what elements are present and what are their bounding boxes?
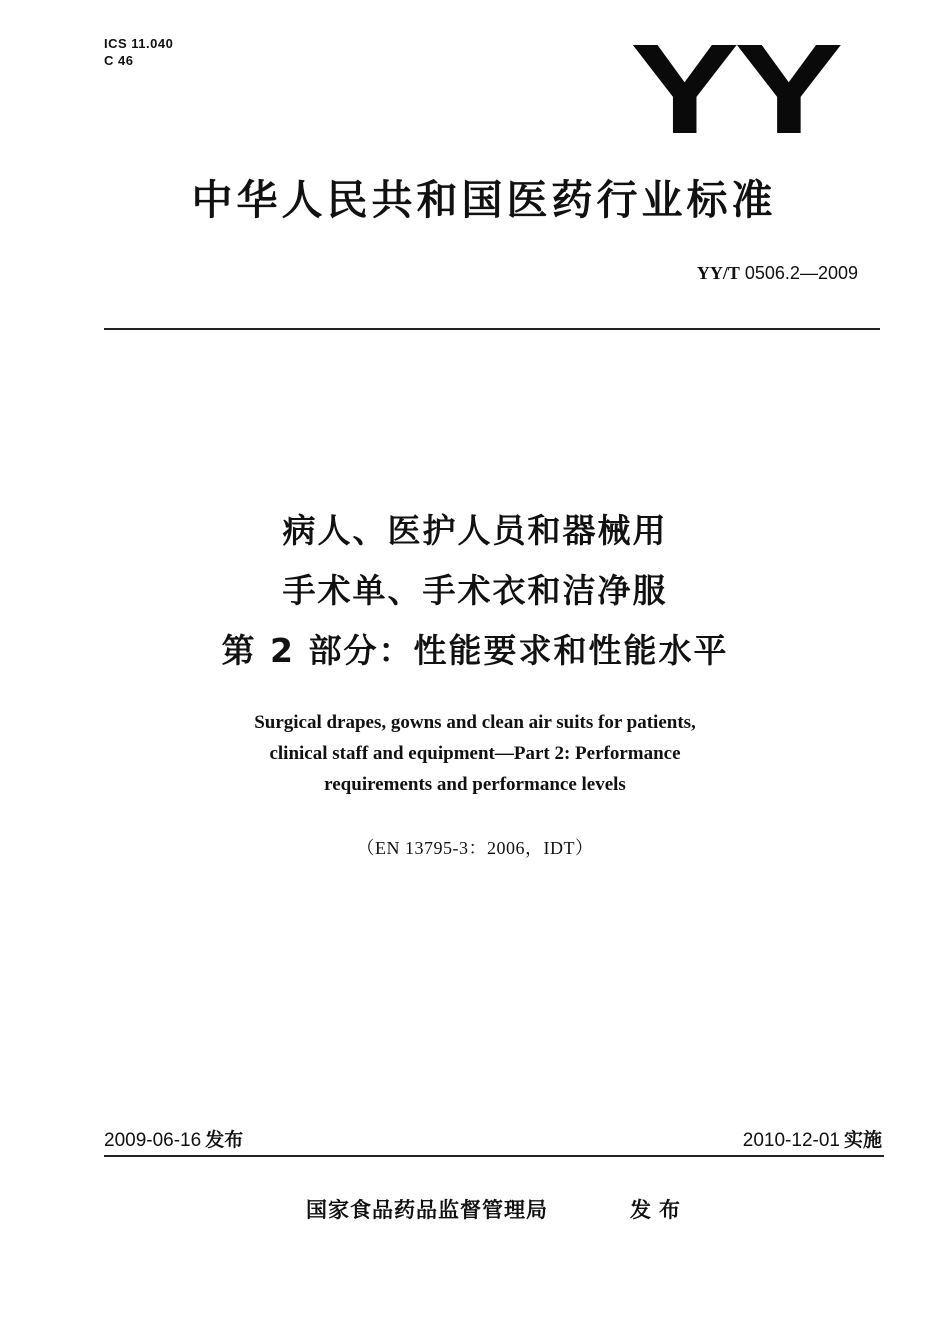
english-title-line-1: Surgical drapes, gowns and clean air suits for patients, — [254, 712, 696, 733]
ccs-code: C 46 — [104, 53, 134, 68]
chinese-title-line-2: 手术单、手术衣和洁净服 — [282, 571, 668, 610]
ics-code: ICS 11.040 — [104, 36, 174, 51]
chinese-title-line-1: 病人、医护人员和器械用 — [282, 511, 668, 550]
english-title-line-3: requirements and performance levels — [324, 774, 626, 795]
standard-number-value: 0506.2—2009 — [744, 263, 858, 283]
english-title-line-2: clinical staff and equipment—Part 2: Performance — [269, 743, 681, 764]
standard-number — [697, 262, 858, 284]
issuer-name: 国家食品药品监督管理局 — [306, 1198, 548, 1222]
issue-date-value: 2009-06-16 — [104, 1130, 202, 1151]
issuer-action: 发布 — [630, 1198, 688, 1222]
bottom-divider — [104, 1155, 884, 1157]
issue-date — [104, 1128, 243, 1153]
implementation-label: 实施 — [843, 1129, 882, 1151]
yy-logo: YY — [630, 18, 839, 161]
standard-number-prefix: YY/T — [696, 263, 740, 283]
equivalence-note: （EN 13795-3：2006，IDT） — [356, 838, 594, 858]
chinese-title-line-3: 第 2 部分：性能要求和性能水平 — [221, 631, 729, 670]
top-divider — [104, 328, 880, 330]
issue-label: 发布 — [205, 1129, 244, 1151]
implementation-date-value: 2010-12-01 — [742, 1130, 840, 1151]
standard-title: 中华人民共和国医药行业标准 — [191, 176, 777, 224]
implementation-date — [743, 1128, 882, 1153]
